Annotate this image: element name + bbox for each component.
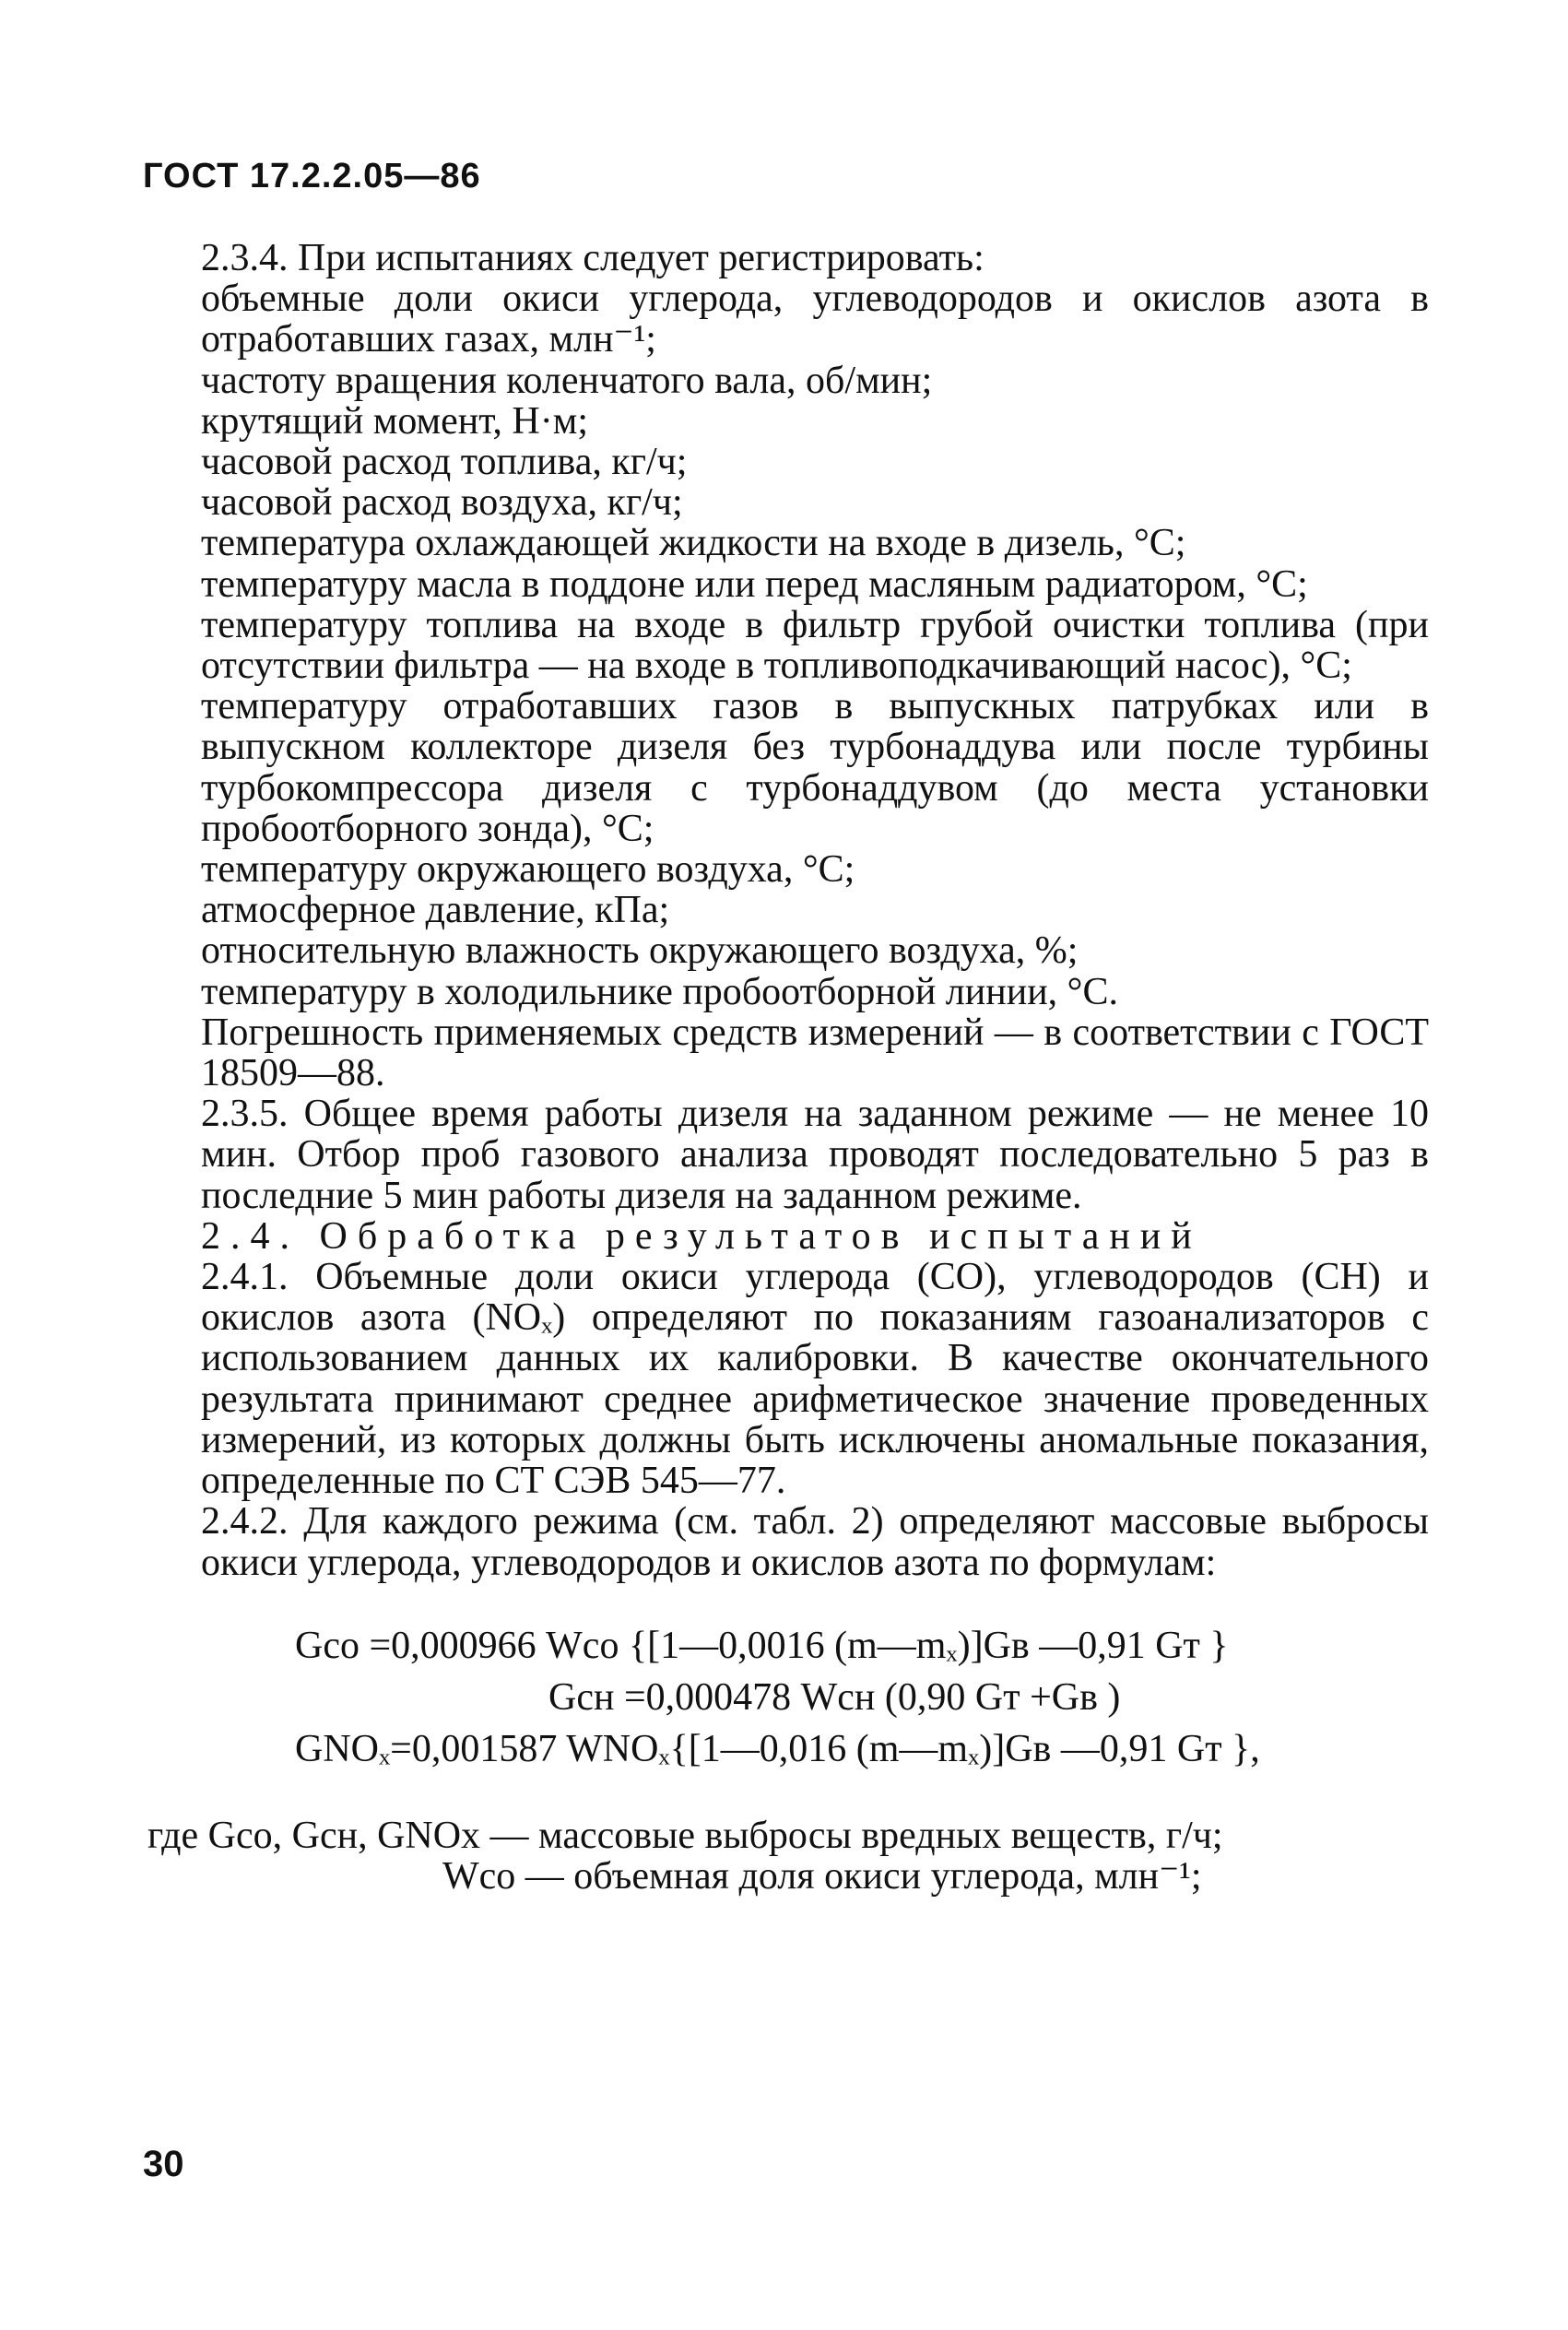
list-item: относительную влажность окружающего воздуха, %; xyxy=(201,929,1079,973)
paragraph-2-3-5: 2.3.5. Общее время работы дизеля на заданном режиме — не менее 10 мин. Отбор проб газового анализа проводят последовательно 5 раз в последние 5 мин работы дизеля на заданном режиме. xyxy=(201,1093,1429,1217)
document-code: ГОСТ 17.2.2.05—86 xyxy=(143,157,481,195)
list-item: температуру окружающего воздуха, °С; xyxy=(201,848,855,892)
formula-block xyxy=(147,1620,1429,1775)
list-item: температуру топлива на входе в фильтр грубой очистки топлива (при отсутствии фильтра — на входе в топливоподкачивающий насос), °С; xyxy=(201,603,1429,688)
list-item: температуру в холодильнике пробоотборной линии, °С. xyxy=(201,970,1118,1013)
legend-line: Wсо — объемная доля окиси углерода, млн⁻¹; xyxy=(442,1854,1202,1898)
list-item: температура охлаждающей жидкости на входе в дизель, °С; xyxy=(201,522,1186,565)
list-item: частоту вращения коленчатого вала, об/мин; xyxy=(201,359,933,402)
list-item: температуру отработавших газов в выпускных патрубках или в выпускном коллекторе дизеля без турбонаддува или после турбины турбокомпрессора дизеля с турбонаддувом (до места установки пробоотборного зонда), °С; xyxy=(201,685,1429,850)
list-item: температуру масла в поддоне или перед масляным радиатором, °С; xyxy=(201,562,1308,606)
paragraph-2-4-2: 2.4.2. Для каждого режима (см. табл. 2) определяют массовые выбросы окиси углерода, углеводородов и окислов азота по формулам: xyxy=(201,1500,1429,1584)
document-body xyxy=(147,238,1429,1897)
list-item: объемные доли окиси углерода, углеводородов и окислов азота в отработавших газах, млн⁻¹; xyxy=(201,278,1429,361)
formula-ch: Gсн =0,000478 Wсн (0,90 Gт +Gв ) xyxy=(548,1675,1121,1719)
list-item: часовой расход топлива, кг/ч; xyxy=(201,441,688,484)
page-number: 30 xyxy=(143,2144,184,2184)
legend-line: где Gсо, Gсн, GNOx — массовые выбросы вредных веществ, г/ч; xyxy=(147,1814,1223,1857)
section-heading-2-4: 2.4. Обработка результатов испытаний xyxy=(201,1214,1202,1258)
paragraph-2-3-4: 2.3.4. При испытаниях следует регистрировать: xyxy=(201,237,984,279)
formula-co: Gсо =0,000966 Wсо {[1—0,0016 (m—mₓ)]Gв —0,91 Gт } xyxy=(295,1624,1229,1667)
paragraph-2-4-1: 2.4.1. Объемные доли окиси углерода (CO), углеводородов (CH) и окислов азота (NOₓ) определяют по показаниям газоанализаторов с использованием данных их калибровки. В качестве окончательного результата принимают среднее арифметическое значение проведенных измерений, из которых должны быть исключены аномальные показания, определенные по СТ СЭВ 545—77. xyxy=(201,1256,1429,1503)
list-item: крутящий момент, Н·м; xyxy=(201,399,588,443)
list-item: атмосферное давление, кПа; xyxy=(201,889,670,932)
formula-nox: GNOₓ=0,001587 WNOₓ{[1—0,016 (m—mₓ)]Gв —0,91 Gт }, xyxy=(295,1727,1260,1770)
paragraph-accuracy: Погрешность применяемых средств измерений — в соответствии с ГОСТ 18509—88. xyxy=(201,1011,1429,1095)
list-item: часовой расход воздуха, кг/ч; xyxy=(201,481,683,525)
